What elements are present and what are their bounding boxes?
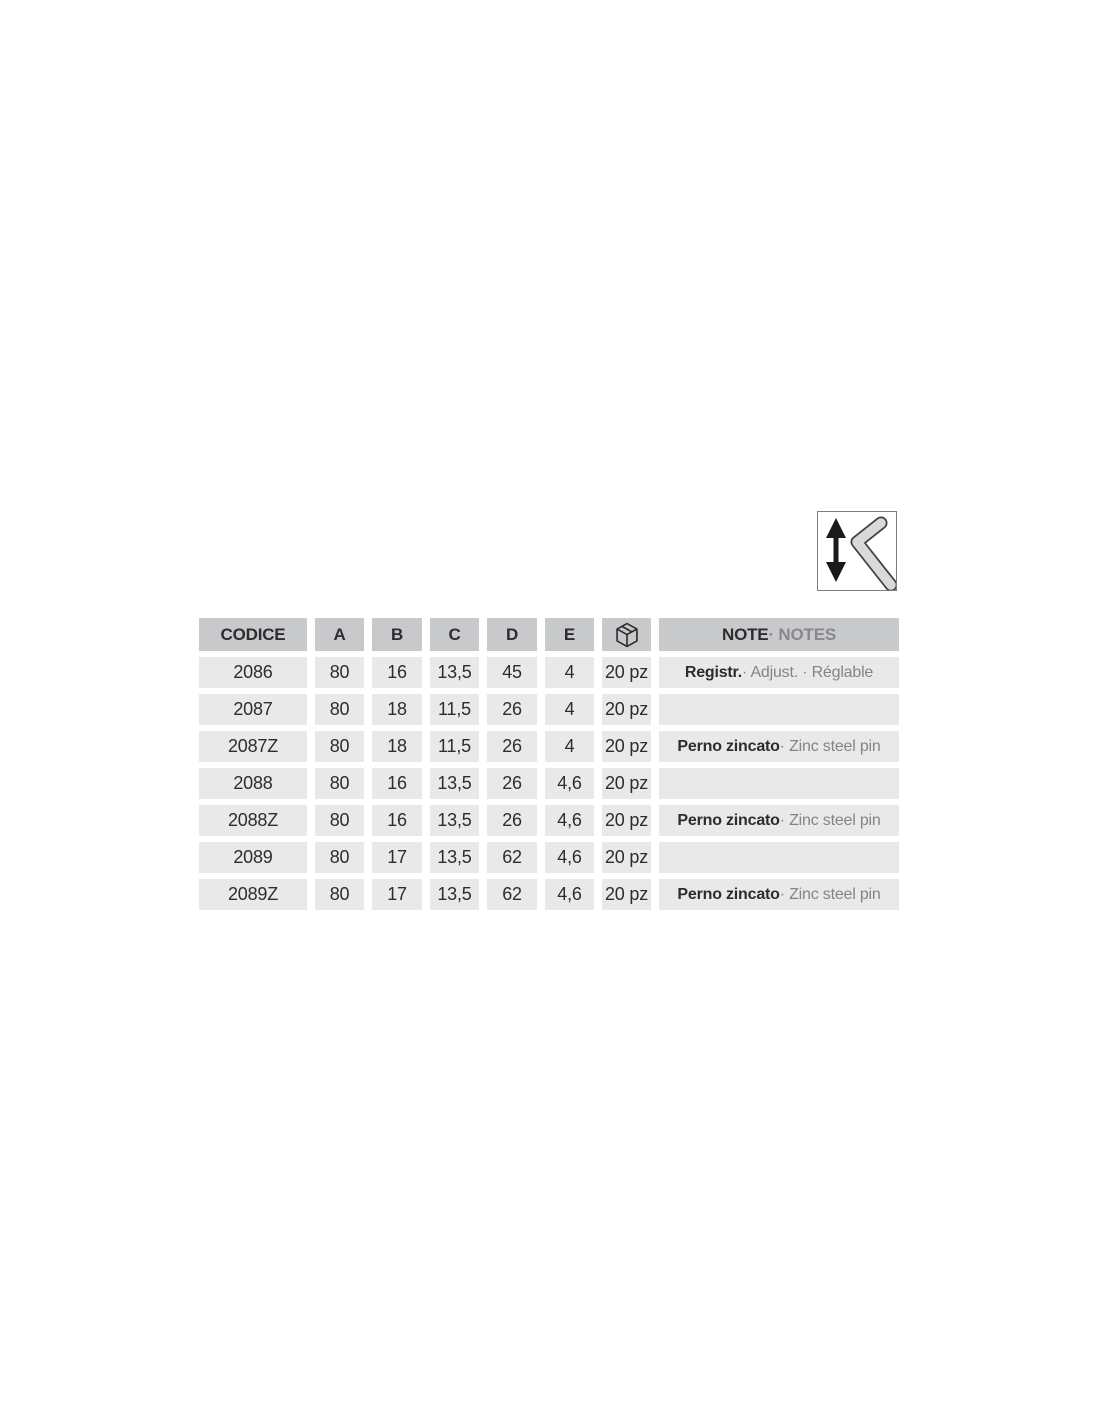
- d-cell: 62: [487, 842, 537, 873]
- codice-cell: 2087: [199, 694, 307, 725]
- header-e: E: [545, 618, 594, 651]
- header-codice: CODICE: [199, 618, 307, 651]
- note-secondary: · Adjust. · Réglable: [741, 663, 874, 681]
- codice-cell: 2086: [199, 657, 307, 688]
- e-cell: 4,6: [545, 879, 594, 910]
- codice-cell: 2087Z: [199, 731, 307, 762]
- adjustable-hex-key-legend: [817, 511, 897, 591]
- qty-cell: 20 pz: [602, 657, 651, 688]
- e-cell: 4,6: [545, 768, 594, 799]
- note-secondary: · Zinc steel pin: [779, 885, 881, 903]
- note-secondary: · Zinc steel pin: [779, 811, 881, 829]
- d-cell: 26: [487, 768, 537, 799]
- b-cell: 17: [372, 879, 422, 910]
- header-d: D: [487, 618, 537, 651]
- c-cell: 13,5: [430, 657, 479, 688]
- e-cell: 4: [545, 657, 594, 688]
- header-a: A: [315, 618, 364, 651]
- c-cell: 11,5: [430, 694, 479, 725]
- e-cell: 4,6: [545, 842, 594, 873]
- note-cell: [659, 842, 899, 873]
- codice-cell: 2089Z: [199, 879, 307, 910]
- header-note-secondary: · NOTES: [768, 624, 836, 644]
- c-cell: 13,5: [430, 879, 479, 910]
- d-cell: 26: [487, 805, 537, 836]
- codice-cell: 2088: [199, 768, 307, 799]
- b-cell: 16: [372, 768, 422, 799]
- header-note-primary: NOTE: [722, 624, 769, 644]
- d-cell: 45: [487, 657, 537, 688]
- note-cell: [659, 731, 899, 762]
- qty-cell: 20 pz: [602, 768, 651, 799]
- package-box-icon: [613, 621, 641, 649]
- header-package: [602, 618, 651, 651]
- d-cell: 26: [487, 731, 537, 762]
- a-cell: 80: [315, 842, 364, 873]
- note-primary: Perno zincato: [677, 811, 780, 829]
- note-cell: [659, 768, 899, 799]
- a-cell: 80: [315, 657, 364, 688]
- qty-cell: 20 pz: [602, 842, 651, 873]
- note-cell: [659, 805, 899, 836]
- note-cell: [659, 657, 899, 688]
- b-cell: 17: [372, 842, 422, 873]
- d-cell: 62: [487, 879, 537, 910]
- note-primary: Registr.: [684, 663, 742, 681]
- c-cell: 13,5: [430, 768, 479, 799]
- double-vertical-arrow-icon: [818, 512, 896, 590]
- codice-cell: 2089: [199, 842, 307, 873]
- codice-cell: 2088Z: [199, 805, 307, 836]
- c-cell: 13,5: [430, 842, 479, 873]
- b-cell: 16: [372, 805, 422, 836]
- note-primary: Perno zincato: [677, 885, 780, 903]
- qty-cell: 20 pz: [602, 731, 651, 762]
- note-primary: Perno zincato: [677, 737, 780, 755]
- header-b: B: [372, 618, 422, 651]
- e-cell: 4: [545, 731, 594, 762]
- c-cell: 11,5: [430, 731, 479, 762]
- note-cell: [659, 694, 899, 725]
- a-cell: 80: [315, 694, 364, 725]
- d-cell: 26: [487, 694, 537, 725]
- e-cell: 4,6: [545, 805, 594, 836]
- qty-cell: 20 pz: [602, 879, 651, 910]
- note-cell: [659, 879, 899, 910]
- b-cell: 18: [372, 731, 422, 762]
- c-cell: 13,5: [430, 805, 479, 836]
- note-secondary: · Zinc steel pin: [779, 737, 881, 755]
- b-cell: 16: [372, 657, 422, 688]
- a-cell: 80: [315, 768, 364, 799]
- header-c: C: [430, 618, 479, 651]
- a-cell: 80: [315, 731, 364, 762]
- qty-cell: 20 pz: [602, 694, 651, 725]
- qty-cell: 20 pz: [602, 805, 651, 836]
- a-cell: 80: [315, 805, 364, 836]
- b-cell: 18: [372, 694, 422, 725]
- header-note: [659, 618, 899, 651]
- a-cell: 80: [315, 879, 364, 910]
- e-cell: 4: [545, 694, 594, 725]
- spec-table: [199, 618, 899, 910]
